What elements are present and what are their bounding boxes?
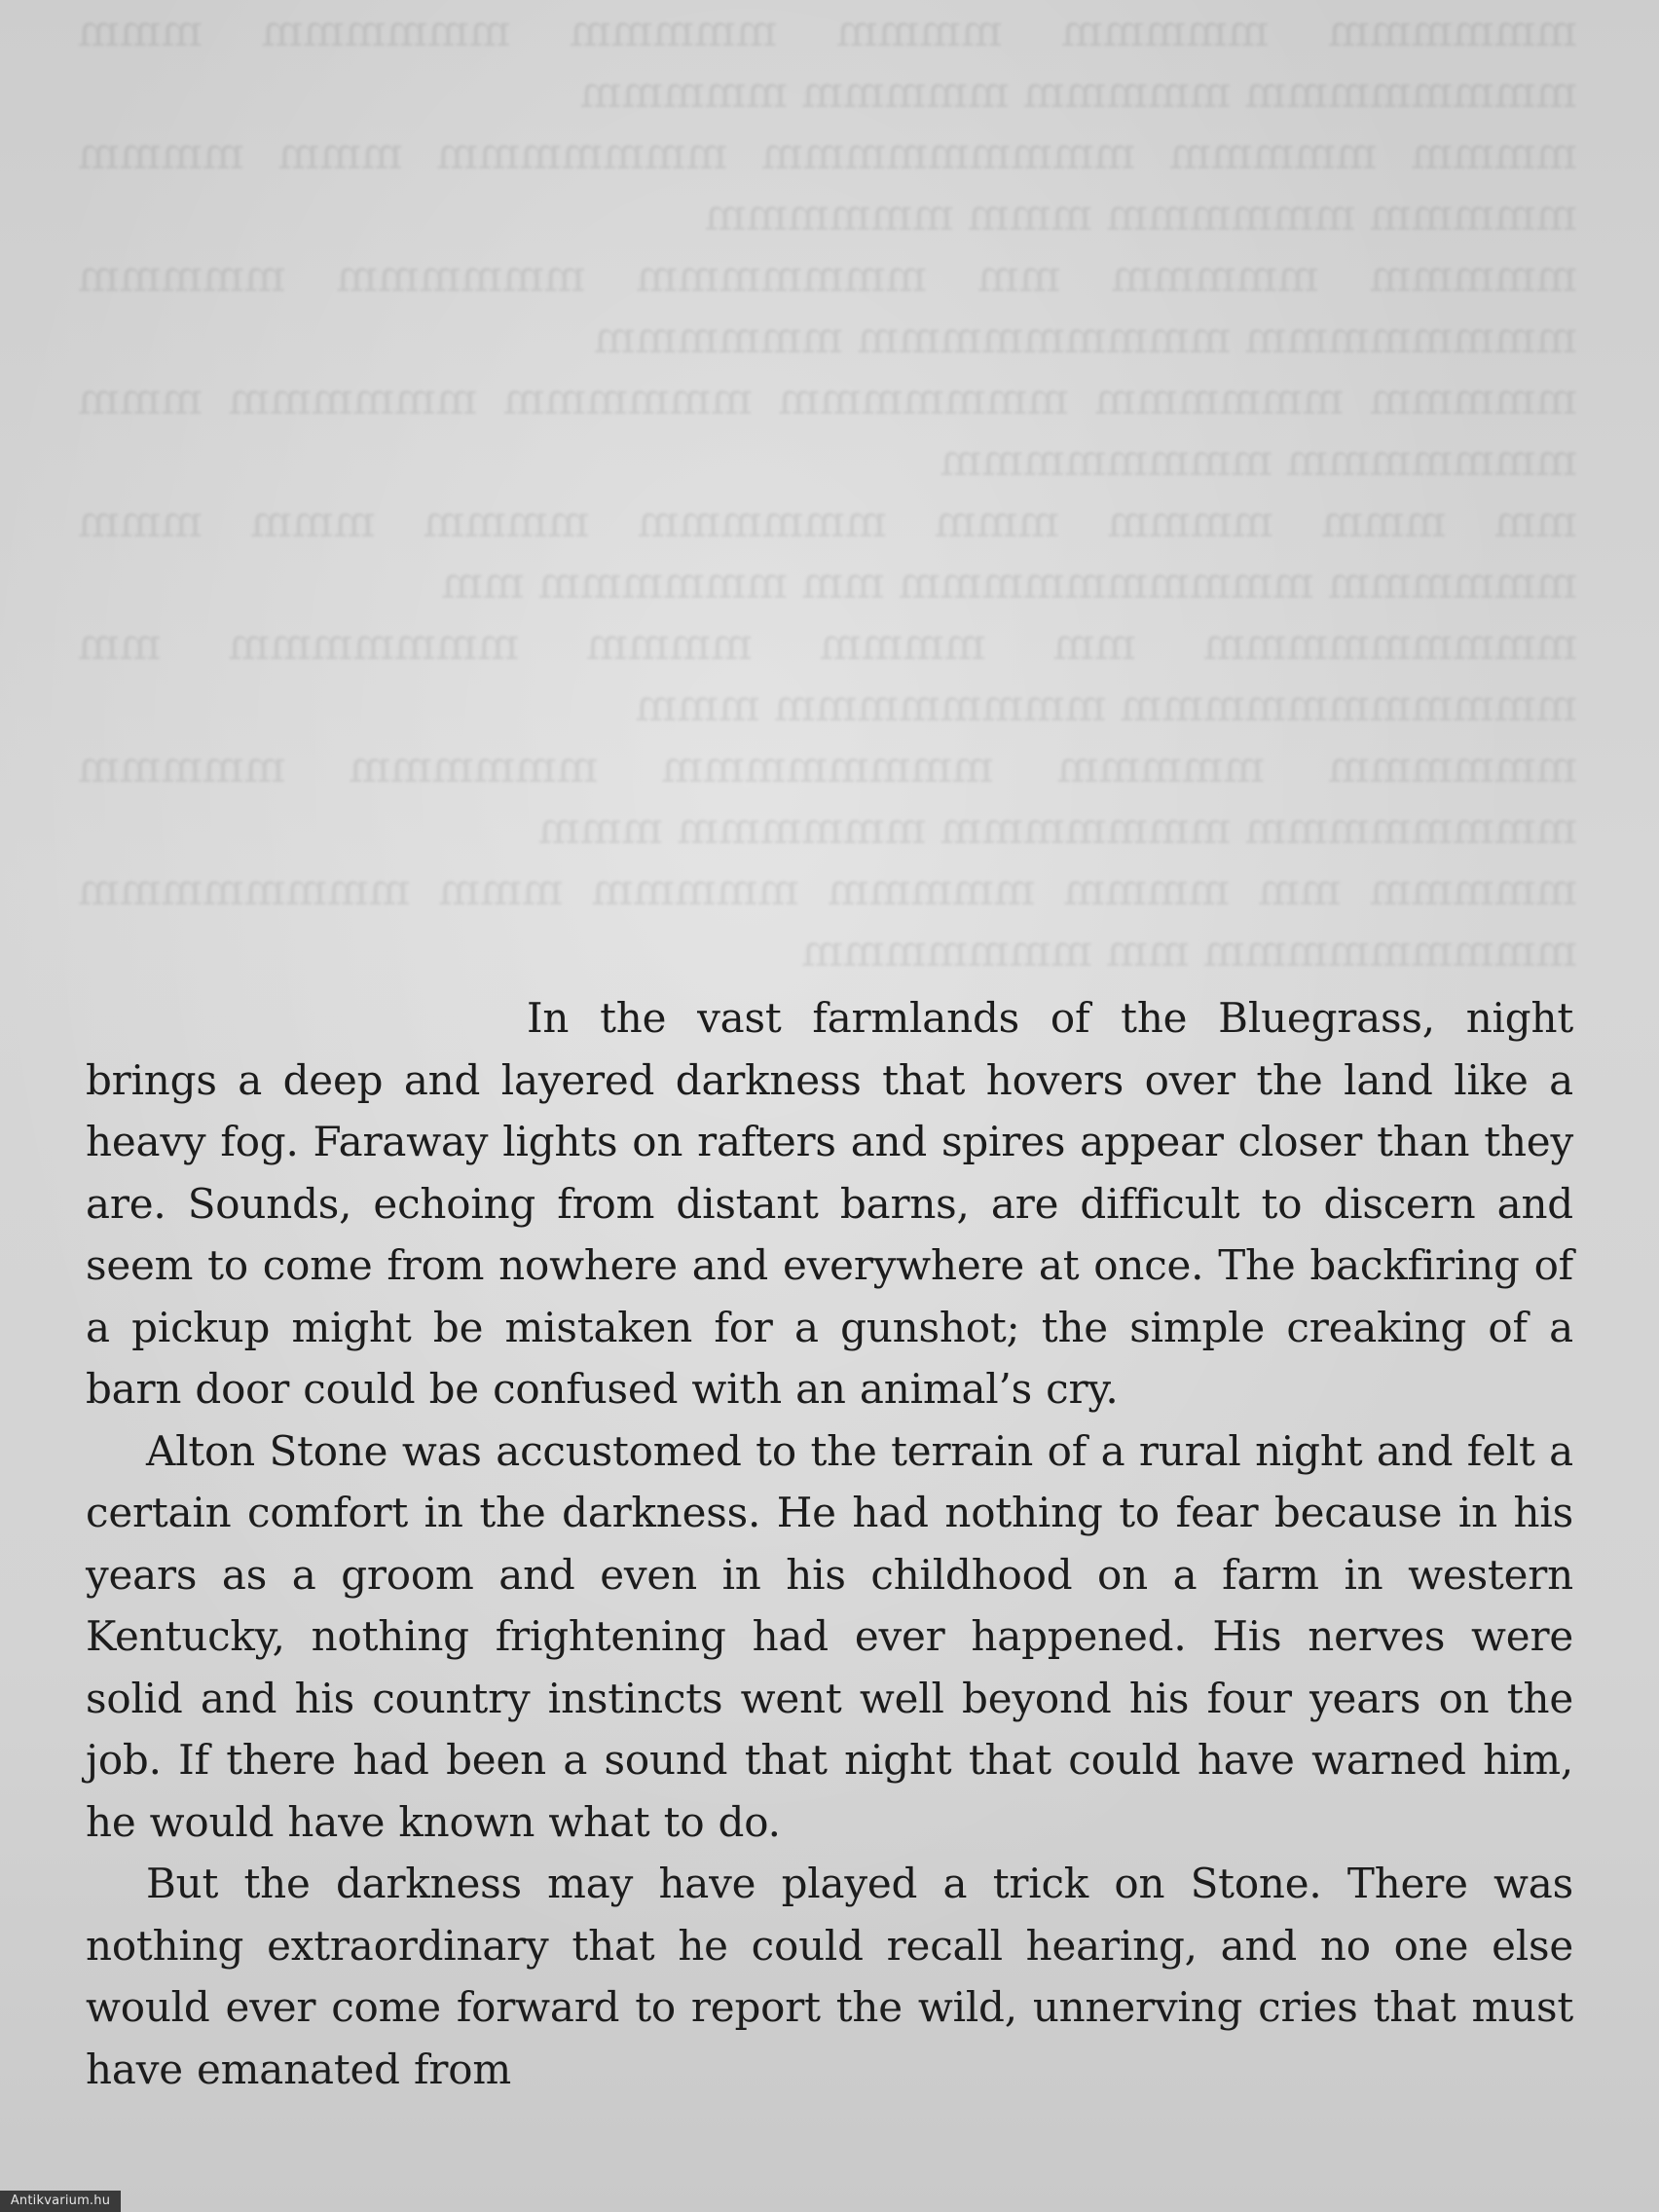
paragraph-alton-stone: Alton Stone was accustomed to the terrain of a rural night and felt a certain comfort in the darkness. He had nothing to fear because in his years as a groom and even in his childhood on a farm in western Kentucky, nothing frightening had ever happened. His nerves were solid and his country instincts went well beyond his four years on the job. If there had been a sound that night that could have warned him, he would have known what to do. <box>86 1426 1573 1846</box>
paragraph-darkness-trick: But the darkness may have played a trick on Stone. There was nothing extraordinary that he could recall hearing, and no one else would ever come forward to report the wild, unnerving cries that must have emanated from <box>86 1860 1573 2093</box>
body-text <box>86 987 1573 2100</box>
paragraph-opening: In the vast farmlands of the Bluegrass, night brings a deep and layered darkness that hovers over the land like a heavy fog. Faraway lights on rafters and spires appear closer than they are. Sounds, echoing from distant barns, are difficult to discern and seem to come from nowhere and everywhere at once. The backfiring of a pickup might be mistaken for a gunshot; the simple creaking of a barn door could be confused with an animal’s cry. <box>86 994 1573 1413</box>
bleed-through-text: mmmmmm mmmmm mmmm mmmmm mmmmmm mmm mmmmmmmm mmmmm mmmmm mmmmm mmmm mmmmm mmmmmmmmm mmmmmmm mmm mmmm mmmmm mmmmmm mmm mmmmmm mmmmm mmmmm mm mmmmmmm mmmmmm mmmmm mmmmmmmm mmmmmmmmm mmmmmm mmmmm mmmmmm mmmmmmm mmmmmm mmmmmm mmm mmmmmmm mmmmmmmm mm mmm mmmm mmm mmmmmm mmmm mmm mmm mmmmmm mmmmmmmmmm mm mmmmmm mm mmmmmmmmm mm mmmm mmmm mmmmmmm mm mmmmmmmmmmm mmmmmmmm mmm mmmmmm mmmmm mmmmmmmm mmmmmm mmmmm mmmmmmmm mmmmmmm mmmmmm mmm mmmmm mm mmmm mmmmm mmmmm mmm mmmmmmmm mmmmmmmmm mm mmmmmmm <box>78 5 1577 977</box>
watermark: Antikvarium.hu <box>0 2191 121 2212</box>
